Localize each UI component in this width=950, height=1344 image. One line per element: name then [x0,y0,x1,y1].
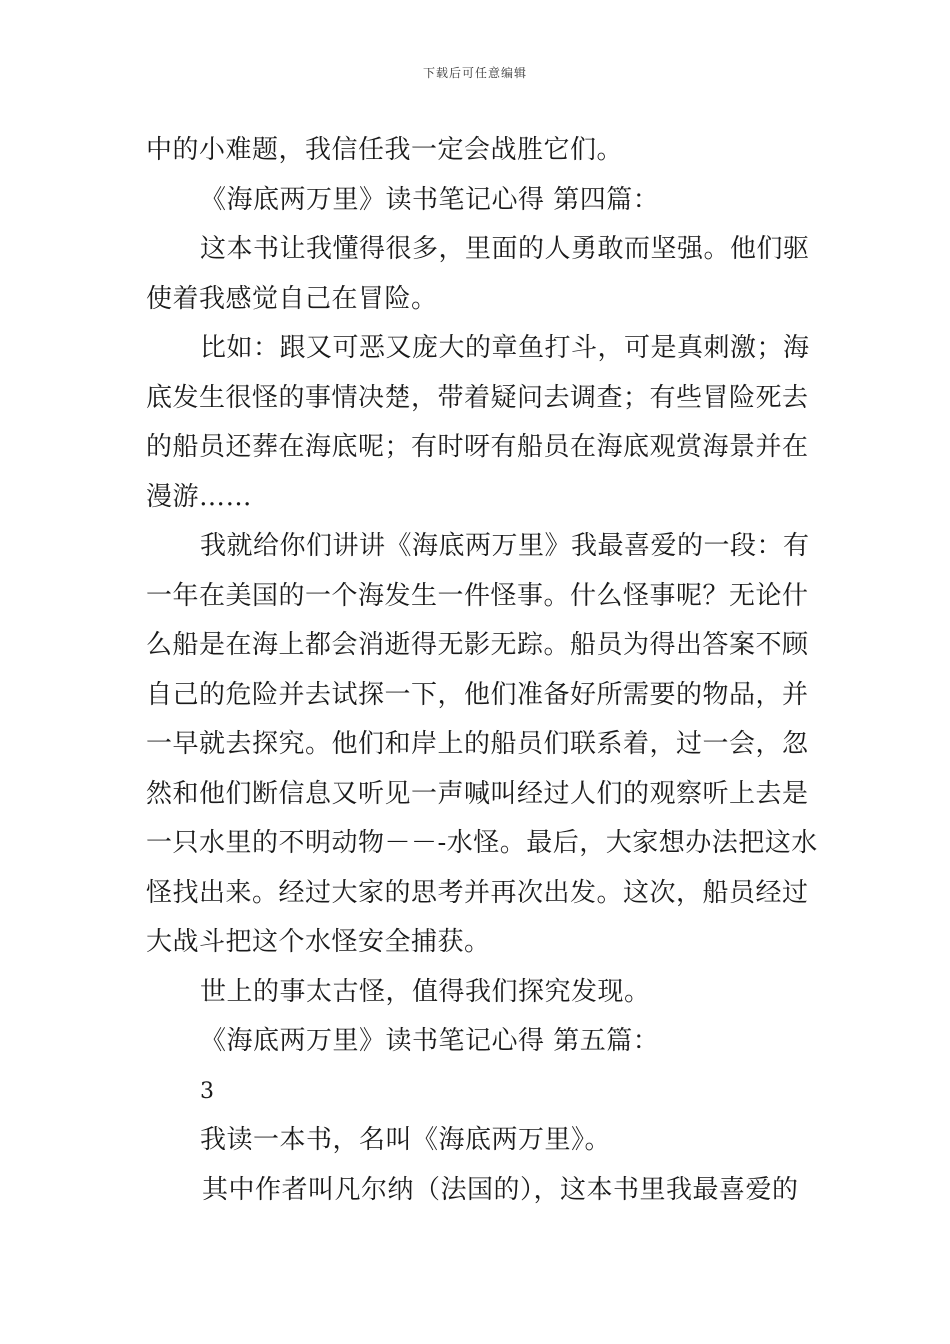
text-line: 的船员还葬在海底呢；有时呀有船员在海底观赏海景并在 [146,432,809,462]
document-body [146,126,818,1215]
text-line: 漫游…… [146,481,253,512]
section-heading: 《海底两万里》读书笔记心得 第五篇： [200,1026,660,1056]
text-line: 中的小难题，我信任我一定会战胜它们。 [146,135,624,165]
text-line: 我就给你们讲讲《海底两万里》我最喜爱的一段：有 [200,531,810,561]
page-number: 3 [200,1078,215,1104]
text-line: 自己的危险并去试探一下，他们准备好所需要的物品，并 [146,679,809,710]
text-line: 大战斗把这个水怪安全捕获。 [146,927,491,957]
text-line: 其中作者叫凡尔纳（法国的），这本书里我最喜爱的 [202,1174,799,1205]
text-line: 然和他们断信息又听见一声喊叫经过人们的观察听上去是 [146,778,809,809]
page-header: 下载后可任意编辑 [422,66,527,80]
text-line: 这本书让我懂得很多，里面的人勇敢而坚强。他们驱 [200,234,810,264]
text-line: 怪找出来。经过大家的思考并再次出发。这次，船员经过 [146,877,809,908]
text-line: 么船是在海上都会消逝得无影无踪。船员为得出答案不顾 [146,630,809,660]
text-line: 底发生很怪的事情决楚，带着疑问去调查；有些冒险死去 [146,382,809,413]
text-line: 一早就去探究。他们和岸上的船员们联系着，过一会，忽 [146,729,809,759]
text-line: 我读一本书，名叫《海底两万里》。 [200,1125,612,1155]
text-line: 一只水里的不明动物－－-水怪。最后，大家想办法把这水 [146,828,818,858]
text-line: 一年在美国的一个海发生一件怪事。什么怪事呢？无论什 [146,580,809,611]
section-heading: 《海底两万里》读书笔记心得 第四篇： [200,184,660,215]
text-line: 世上的事太古怪，值得我们探究发现。 [200,976,651,1007]
text-line: 比如：跟又可恶又庞大的章鱼打斗，可是真刺激；海 [200,333,810,363]
text-line: 使着我感觉自己在冒险。 [146,283,438,314]
